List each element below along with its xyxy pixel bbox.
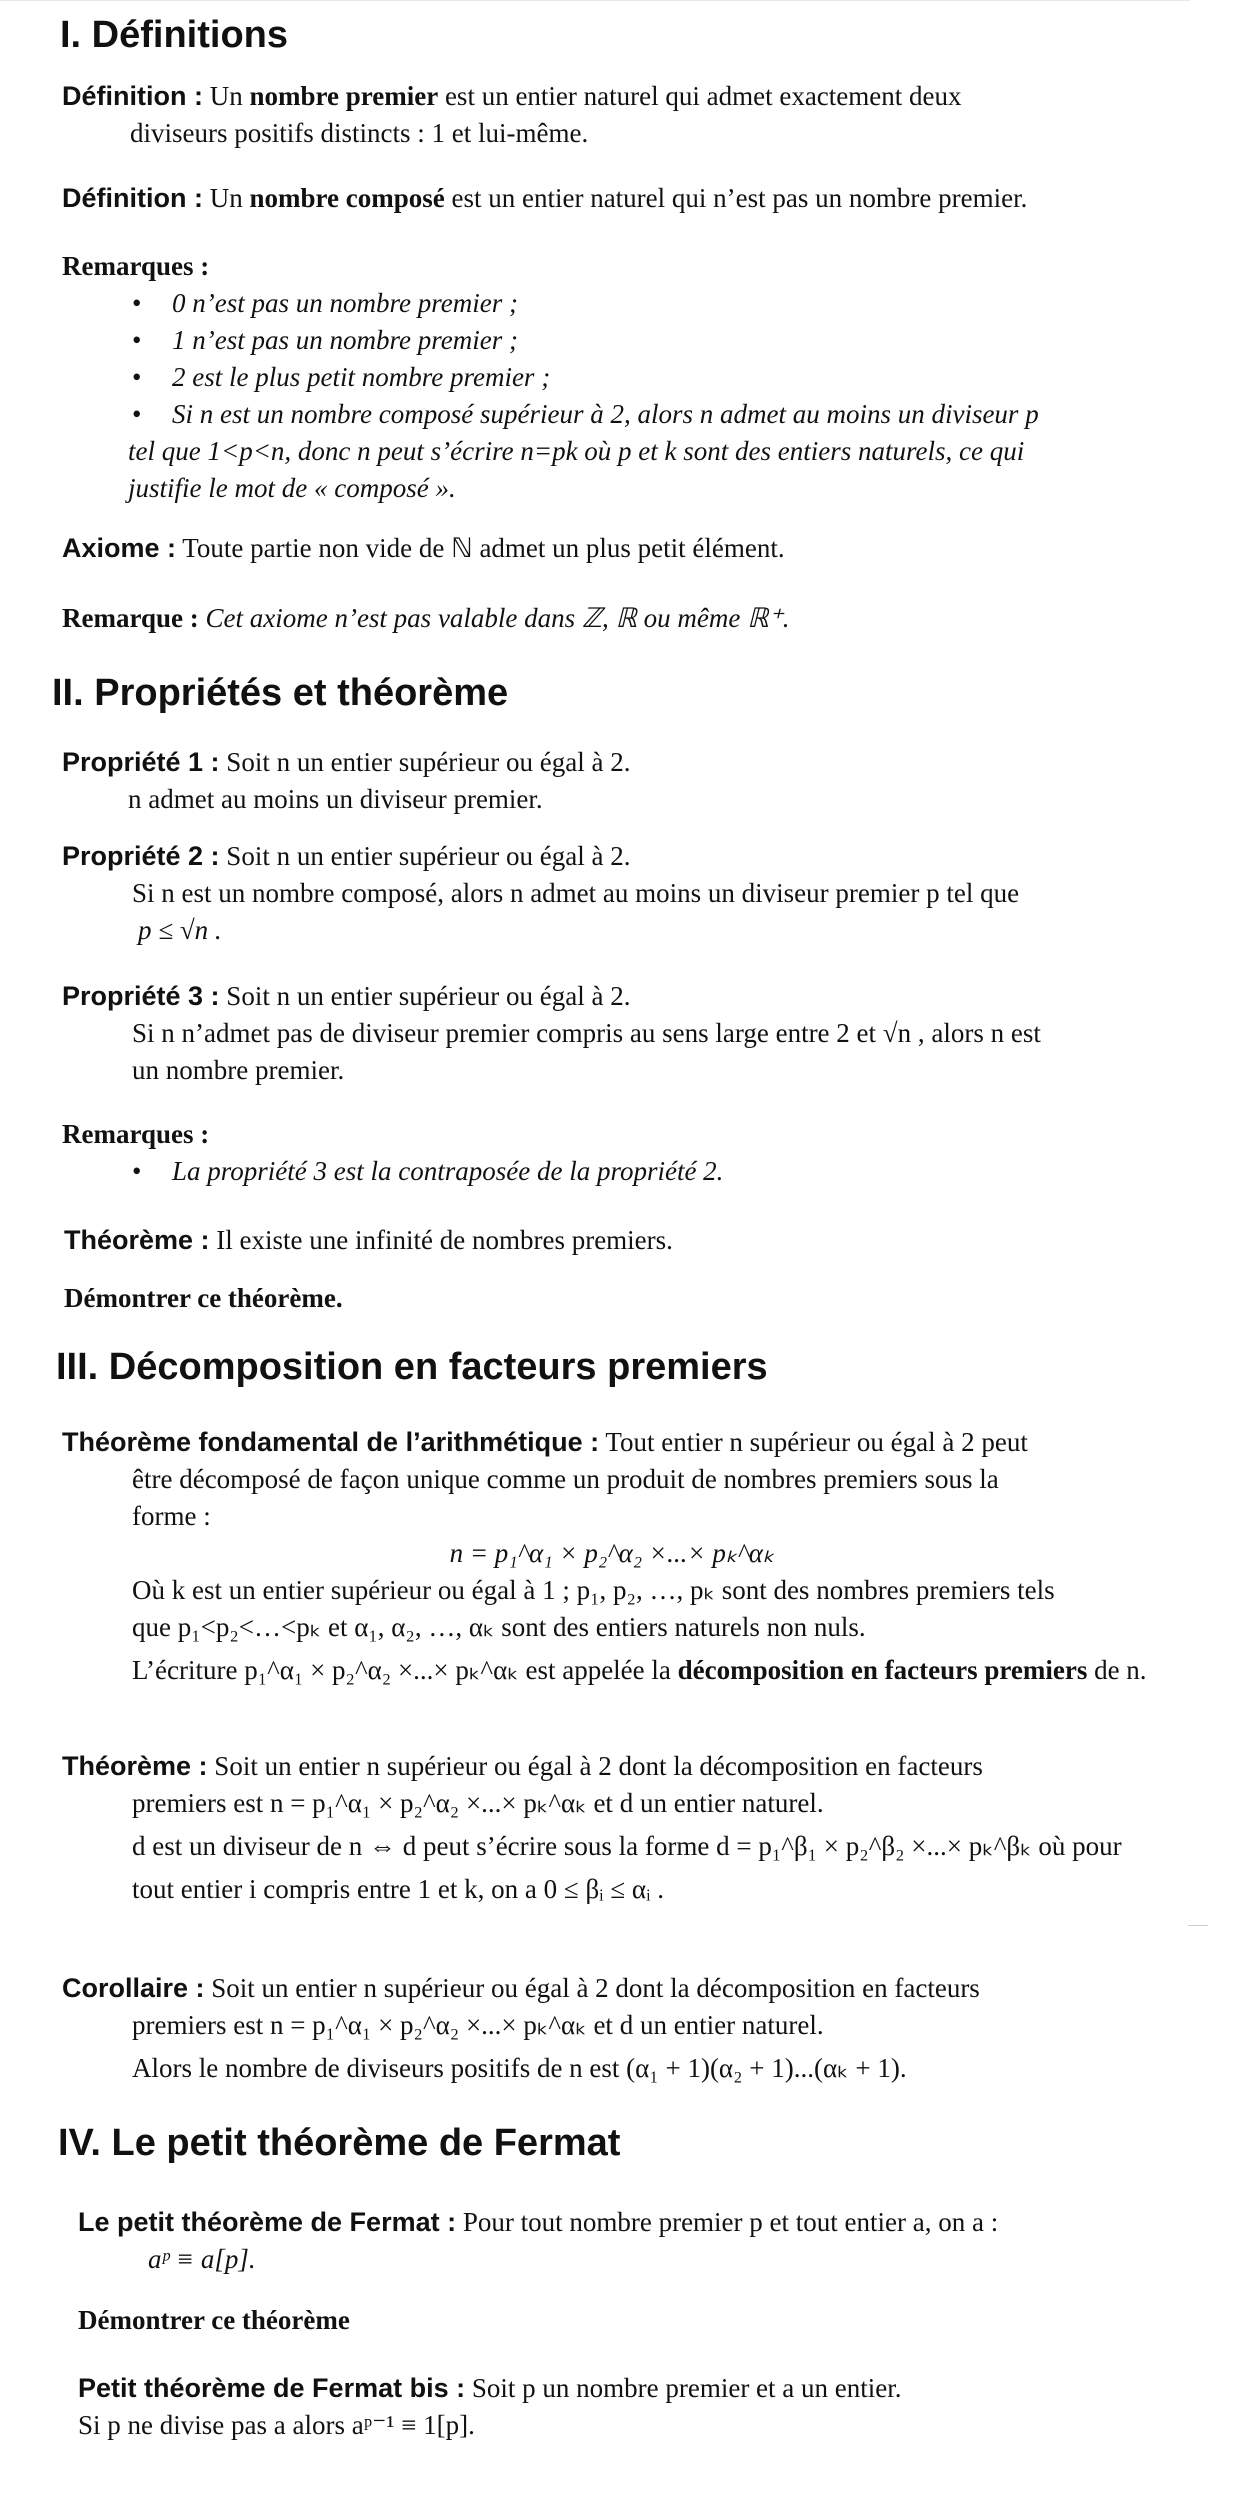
corollaire [62, 1970, 1182, 2087]
section-2-title: II. Propriétés et théorème [52, 672, 509, 714]
propriete-3 [62, 978, 1182, 1089]
tfa-label: Théorème fondamental de l’arithmétique : [62, 1427, 600, 1457]
list-item: • La propriété 3 est la contraposée de la propriété 2. [132, 1156, 724, 1186]
remarks-2 [62, 1116, 1162, 1190]
axiome [62, 530, 1162, 567]
propriete-1 [62, 744, 1162, 818]
tfa-text: Tout entier n supérieur ou égal à 2 peut [605, 1427, 1028, 1457]
propriete-2-label: Propriété 2 : [62, 841, 220, 871]
corollaire-label: Corollaire : [62, 1973, 205, 2003]
fermat-1-text: Pour tout nombre premier p et tout entier a, on a : [462, 2207, 999, 2237]
remarque-1 [62, 600, 1162, 637]
propriete-3-line3: un nombre premier. [132, 1055, 345, 1085]
axiome-text: Toute partie non vide de ℕ admet un plus petit élément. [182, 533, 785, 563]
tfa-line2: être décomposé de façon unique comme un produit de nombres premiers sous la [132, 1464, 999, 1494]
list-item: • 0 n’est pas un nombre premier ; [132, 288, 518, 318]
demo-1: Démontrer ce théorème. [64, 1283, 343, 1313]
remarks-1-list [62, 285, 1172, 433]
tfa-line5: que p₁<p₂<…<pₖ et α₁, α₂, …, αₖ sont des entiers naturels non nuls. [132, 1612, 866, 1642]
theoreme-2-line4: tout entier i compris entre 1 et k, on a 0 ≤ βᵢ ≤ αᵢ . [132, 1874, 664, 1904]
section-4-title: IV. Le petit théorème de Fermat [58, 2122, 621, 2164]
tfa-line6: L’écriture p₁^α₁ × p₂^α₂ ×...× pₖ^αₖ est appelée la décomposition en facteurs premiers de n. [132, 1655, 1147, 1685]
list-item: • 2 est le plus petit nombre premier ; [132, 362, 551, 392]
definition-2-text: est un entier naturel qui n’est pas un nombre premier. [451, 183, 1028, 213]
definition-1-pre: Un [209, 81, 243, 111]
propriete-2-line3: p ≤ √n . [138, 915, 222, 945]
theoreme-1-text: Il existe une infinité de nombres premiers. [216, 1225, 673, 1255]
tfa-line3: forme : [132, 1501, 211, 1531]
definition-2-term: nombre composé [249, 183, 445, 213]
propriete-2 [62, 838, 1172, 949]
propriete-2-text: Soit n un entier supérieur ou égal à 2. [226, 841, 631, 871]
theoreme-2-line2: premiers est n = p₁^α₁ × p₂^α₂ ×...× pₖ^αₖ et d un entier naturel. [132, 1788, 824, 1818]
theoreme-2-line3: d est un diviseur de n ⇔ d peut s’écrire sous la forme d = p₁^β₁ × p₂^β₂ ×...× pₖ^βₖ où pour [132, 1831, 1122, 1861]
definition-2-label: Définition : [62, 183, 203, 213]
remarks-2-list [62, 1153, 1162, 1190]
fermat-2-line2: Si p ne divise pas a alors aᵖ⁻¹ ≡ 1[p]. [78, 2410, 475, 2440]
definition-1-term: nombre premier [249, 81, 439, 111]
section-3-title: III. Décomposition en facteurs premiers [56, 1346, 768, 1388]
definition-1-label: Définition : [62, 81, 203, 111]
tfa-line4: Où k est un entier supérieur ou égal à 1 ; p₁, p₂, …, pₖ sont des nombres premiers tels [132, 1575, 1055, 1605]
fermat-2-text: Soit p un nombre premier et a un entier. [471, 2373, 902, 2403]
corollaire-text: Soit un entier n supérieur ou égal à 2 dont la décomposition en facteurs [211, 1973, 980, 2003]
corollaire-line2: premiers est n = p₁^α₁ × p₂^α₂ ×...× pₖ^αₖ et d un entier naturel. [132, 2010, 824, 2040]
theoreme-2 [62, 1748, 1182, 1908]
propriete-1-line2: n admet au moins un diviseur premier. [128, 784, 543, 814]
remarque-1-text: Cet axiome n’est pas valable dans ℤ, ℝ ou même ℝ⁺. [205, 603, 790, 633]
fermat-1-label: Le petit théorème de Fermat : [78, 2207, 457, 2237]
fermat-2 [78, 2370, 1178, 2444]
definition-1-line2: diviseurs positifs distincts : 1 et lui-même. [130, 118, 589, 148]
tfa-formula: n = p₁^α₁ × p₂^α₂ ×...× pₖ^αₖ [449, 1538, 775, 1568]
theoreme-2-text: Soit un entier n supérieur ou égal à 2 dont la décomposition en facteurs [214, 1751, 983, 1781]
top-divider [0, 0, 1190, 1]
fermat-2-label: Petit théorème de Fermat bis : [78, 2373, 466, 2403]
remarks-1 [62, 248, 1172, 507]
theoreme-fondamental [62, 1424, 1182, 1689]
propriete-1-label: Propriété 1 : [62, 747, 220, 777]
propriete-2-line2: Si n est un nombre composé, alors n admet au moins un diviseur premier p tel que [132, 878, 1020, 908]
theoreme-2-label: Théorème : [62, 1751, 208, 1781]
definition-2 [62, 180, 1182, 217]
remark-4-line2: tel que 1<p<n, donc n peut s’écrire n=pk où p et k sont des entiers naturels, ce qui [128, 436, 1025, 466]
propriete-3-label: Propriété 3 : [62, 981, 220, 1011]
demo-2: Démontrer ce théorème [78, 2305, 350, 2335]
remarque-1-label: Remarque : [62, 603, 199, 633]
list-item: • 1 n’est pas un nombre premier ; [132, 325, 518, 355]
definition-1-text: est un entier naturel qui admet exactement deux [444, 81, 962, 111]
propriete-3-line2: Si n n’admet pas de diviseur premier compris au sens large entre 2 et √n , alors n est [132, 1018, 1041, 1048]
propriete-1-text: Soit n un entier supérieur ou égal à 2. [226, 747, 631, 777]
corollaire-line3: Alors le nombre de diviseurs positifs de n est (α₁ + 1)(α₂ + 1)...(αₖ + 1). [132, 2053, 907, 2083]
remarks-2-label: Remarques : [62, 1119, 210, 1149]
fermat-1 [78, 2204, 1178, 2278]
remark-4-line3: justifie le mot de « composé ». [128, 473, 456, 503]
fermat-1-line2: aᵖ ≡ a[p]. [148, 2244, 256, 2274]
definition-2-pre: Un [209, 183, 243, 213]
side-mark [1188, 1925, 1208, 1926]
propriete-3-text: Soit n un entier supérieur ou égal à 2. [226, 981, 631, 1011]
definition-1 [62, 78, 1162, 152]
theoreme-1-label: Théorème : [64, 1225, 210, 1255]
section-1-title: I. Définitions [60, 14, 288, 56]
remarks-1-label: Remarques : [62, 251, 210, 281]
theoreme-1 [64, 1222, 1164, 1259]
list-item: • Si n est un nombre composé supérieur à 2, alors n admet au moins un diviseur p [132, 399, 1039, 429]
axiome-label: Axiome : [62, 533, 177, 563]
